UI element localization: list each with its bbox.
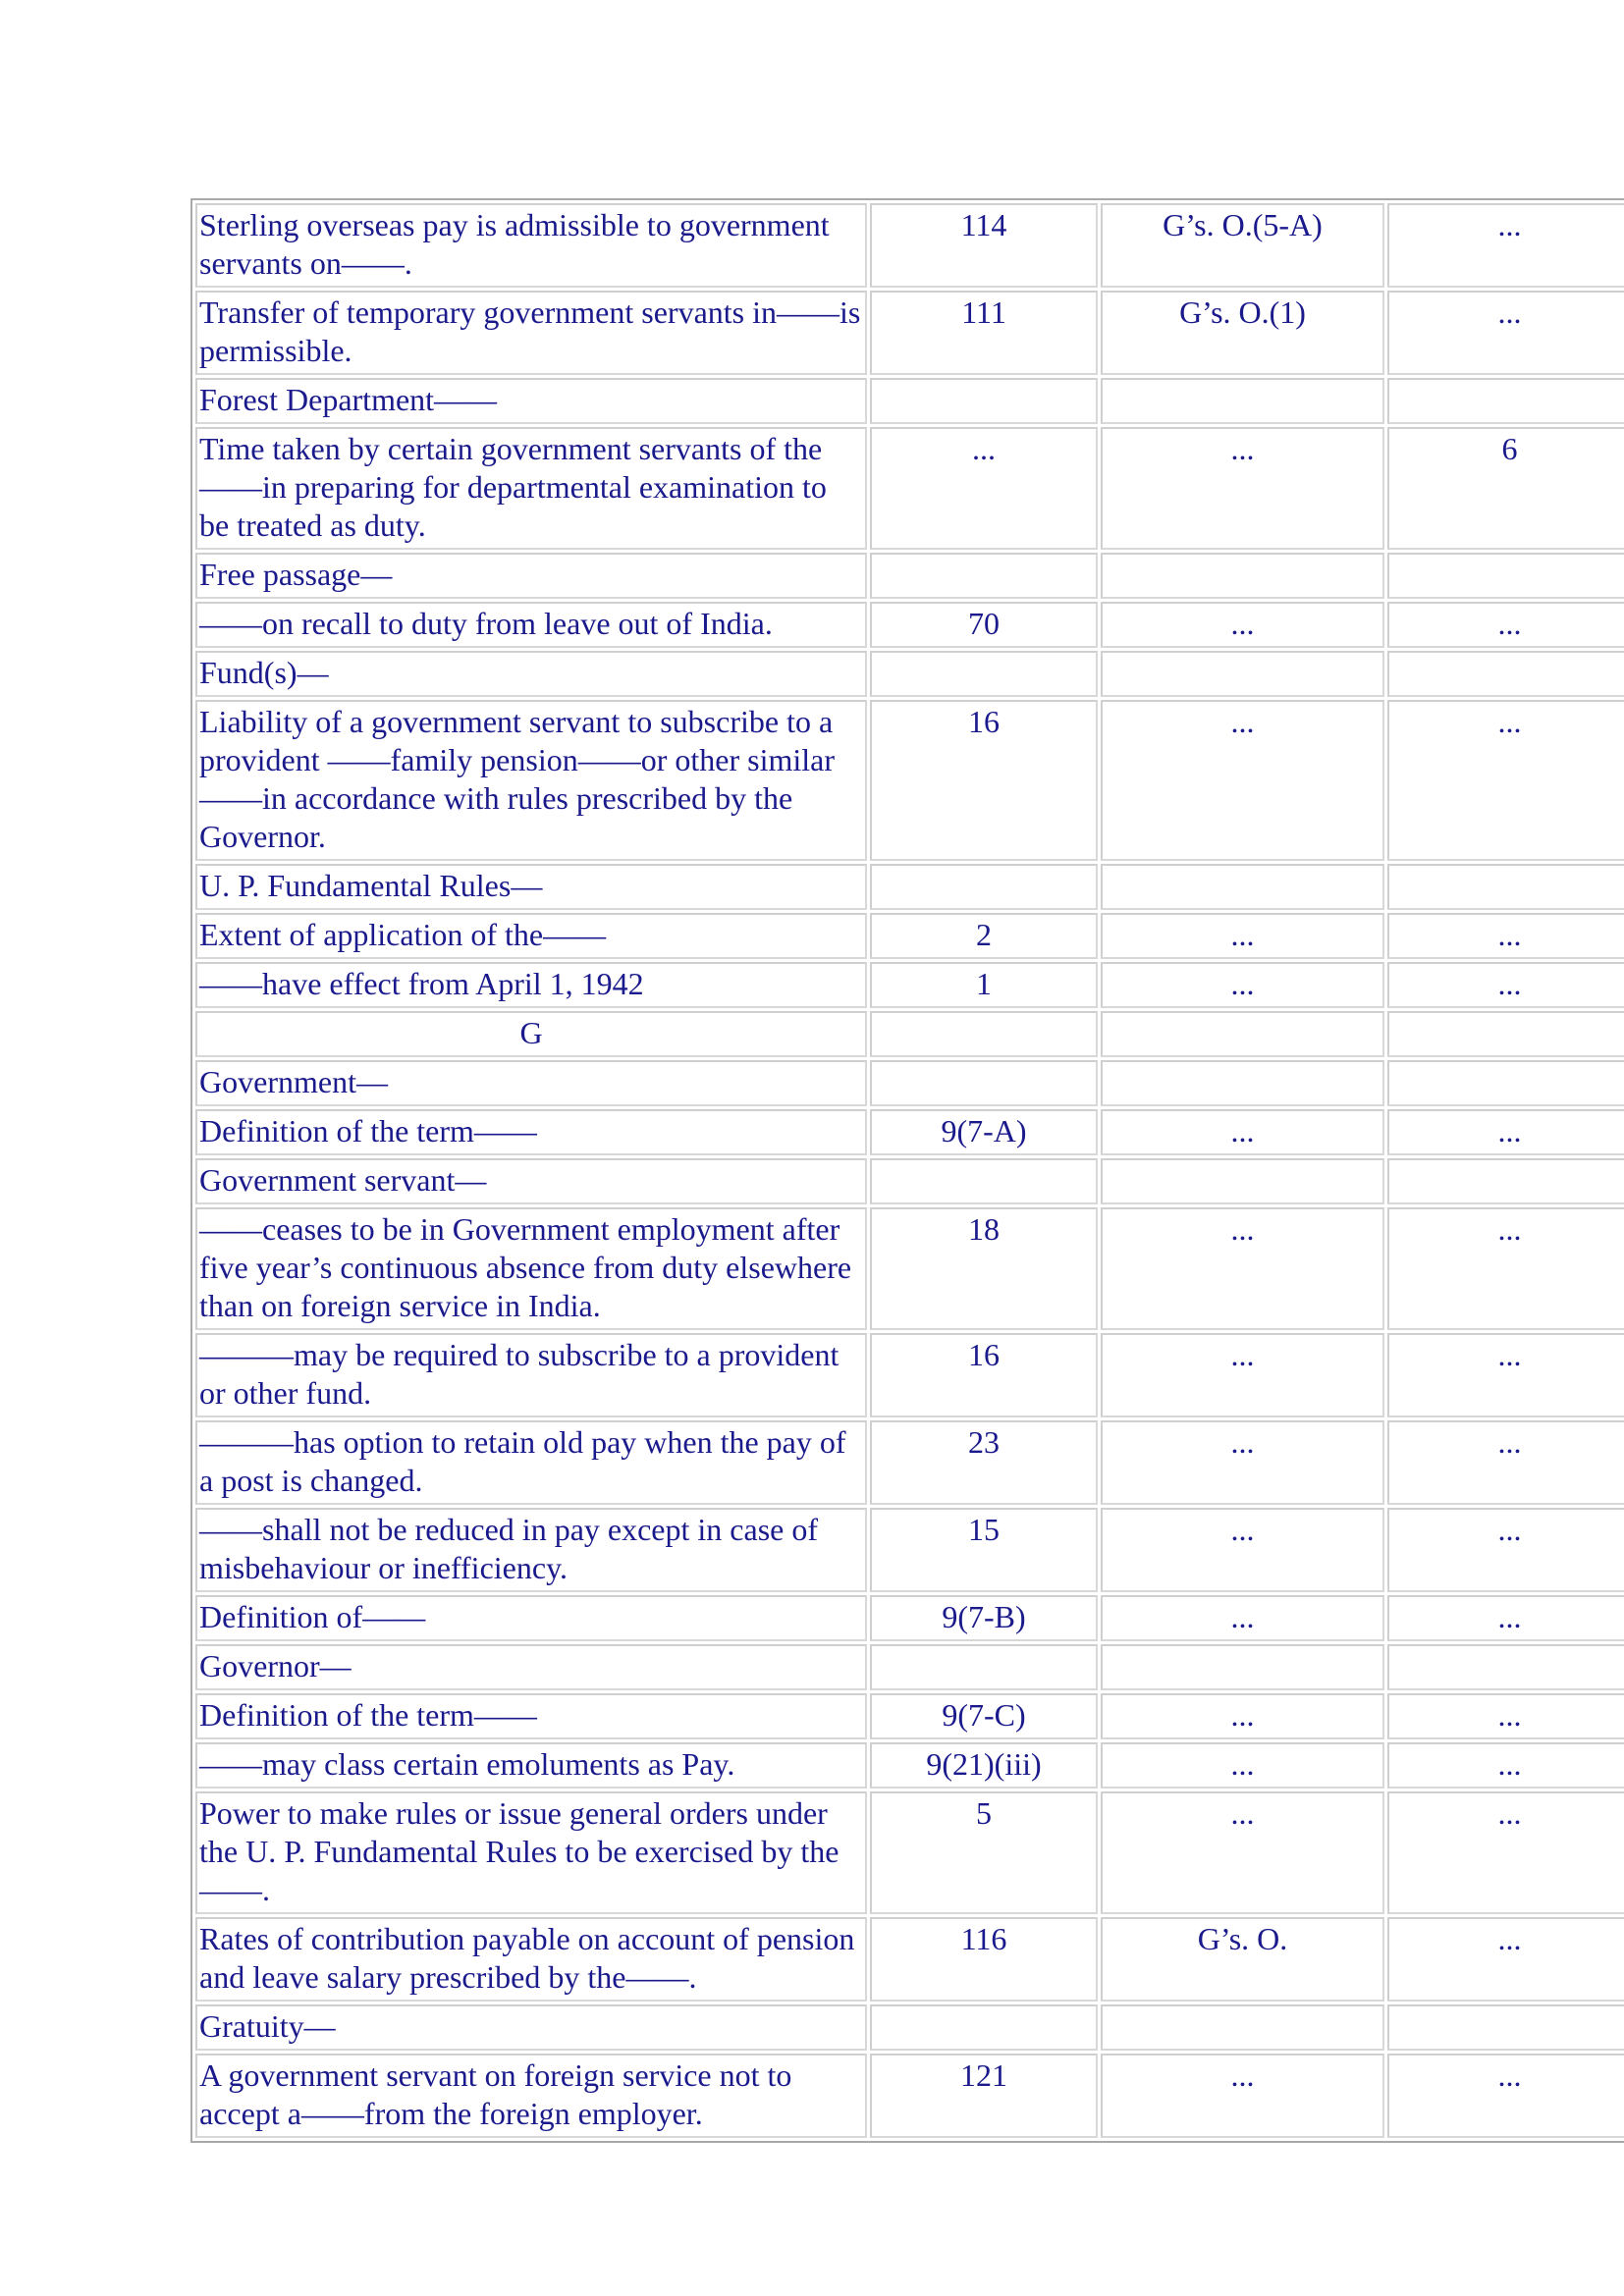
other-reference-cell — [1387, 378, 1624, 424]
order-reference-cell: G’s. O. — [1101, 1917, 1384, 2002]
order-reference-cell: ... — [1101, 427, 1384, 550]
table-row — [195, 2004, 1624, 2051]
section-letter-heading: G — [195, 1011, 867, 1057]
other-reference-cell: ... — [1387, 602, 1624, 648]
index-entry-cell: Definition of the term—— — [195, 1109, 867, 1155]
index-entry-cell: Gratuity— — [195, 2004, 867, 2051]
order-reference-cell: ... — [1101, 913, 1384, 959]
table-row — [195, 553, 1624, 599]
table-row — [195, 1109, 1624, 1155]
index-table — [190, 198, 1624, 2143]
rule-number-cell — [870, 1158, 1098, 1204]
order-reference-cell: G’s. O.(1) — [1101, 291, 1384, 375]
other-reference-cell: ... — [1387, 1109, 1624, 1155]
rule-number-cell — [870, 1644, 1098, 1690]
table-row — [195, 1742, 1624, 1789]
index-entry-cell: ——shall not be reduced in pay except in case of misbehaviour or inefficiency. — [195, 1508, 867, 1592]
rule-number-cell: 5 — [870, 1791, 1098, 1914]
table-row — [195, 1595, 1624, 1641]
order-reference-cell: ... — [1101, 602, 1384, 648]
rule-number-cell: 16 — [870, 700, 1098, 861]
rule-number-cell — [870, 553, 1098, 599]
order-reference-cell: ... — [1101, 1508, 1384, 1592]
section-heading-row — [195, 1011, 1624, 1057]
table-row — [195, 2054, 1624, 2138]
index-entry-cell: A government servant on foreign service not to accept a——from the foreign employer. — [195, 2054, 867, 2138]
other-reference-cell — [1387, 1158, 1624, 1204]
rule-number-cell: 18 — [870, 1207, 1098, 1330]
other-reference-cell: ... — [1387, 1791, 1624, 1914]
rule-number-cell: 9(7-A) — [870, 1109, 1098, 1155]
rule-number-cell — [870, 864, 1098, 910]
other-reference-cell — [1387, 1644, 1624, 1690]
rule-number-cell: 9(7-B) — [870, 1595, 1098, 1641]
other-reference-cell: ... — [1387, 1742, 1624, 1789]
order-reference-cell — [1101, 1011, 1384, 1057]
rule-number-cell: 9(7-C) — [870, 1693, 1098, 1739]
index-entry-cell: ——may class certain emoluments as Pay. — [195, 1742, 867, 1789]
other-reference-cell: ... — [1387, 291, 1624, 375]
table-row — [195, 962, 1624, 1008]
index-entry-cell: U. P. Fundamental Rules— — [195, 864, 867, 910]
table-row — [195, 1791, 1624, 1914]
rule-number-cell — [870, 651, 1098, 697]
table-row — [195, 203, 1624, 288]
table-row — [195, 1060, 1624, 1106]
table-row — [195, 1917, 1624, 2002]
index-entry-cell: ——ceases to be in Government employment after five year’s continuous absence from duty elsewhere than on foreign service in India. — [195, 1207, 867, 1330]
table-row — [195, 1508, 1624, 1592]
table-row — [195, 864, 1624, 910]
table-row — [195, 1420, 1624, 1505]
index-entry-cell: ——on recall to duty from leave out of India. — [195, 602, 867, 648]
index-entry-cell: Free passage— — [195, 553, 867, 599]
rule-number-cell: 111 — [870, 291, 1098, 375]
other-reference-cell: ... — [1387, 1333, 1624, 1417]
index-table-body — [195, 203, 1624, 2138]
table-row — [195, 651, 1624, 697]
other-reference-cell: ... — [1387, 962, 1624, 1008]
order-reference-cell: ... — [1101, 2054, 1384, 2138]
order-reference-cell — [1101, 2004, 1384, 2051]
index-entry-cell: Definition of the term—— — [195, 1693, 867, 1739]
table-row — [195, 913, 1624, 959]
order-reference-cell: ... — [1101, 700, 1384, 861]
table-row — [195, 427, 1624, 550]
order-reference-cell: ... — [1101, 1420, 1384, 1505]
index-entry-cell: Extent of application of the—— — [195, 913, 867, 959]
rule-number-cell: 1 — [870, 962, 1098, 1008]
rule-number-cell — [870, 1011, 1098, 1057]
rule-number-cell: 116 — [870, 1917, 1098, 2002]
index-entry-cell: Sterling overseas pay is admissible to government servants on——. — [195, 203, 867, 288]
rule-number-cell: 9(21)(iii) — [870, 1742, 1098, 1789]
index-entry-cell: Governor— — [195, 1644, 867, 1690]
table-row — [195, 700, 1624, 861]
other-reference-cell: ... — [1387, 1917, 1624, 2002]
other-reference-cell — [1387, 1011, 1624, 1057]
table-row — [195, 1644, 1624, 1690]
order-reference-cell: ... — [1101, 962, 1384, 1008]
order-reference-cell: ... — [1101, 1693, 1384, 1739]
other-reference-cell — [1387, 2004, 1624, 2051]
order-reference-cell — [1101, 864, 1384, 910]
rule-number-cell: 114 — [870, 203, 1098, 288]
index-entry-cell: ———has option to retain old pay when the pay of a post is changed. — [195, 1420, 867, 1505]
order-reference-cell: ... — [1101, 1595, 1384, 1641]
index-entry-cell: Rates of contribution payable on account of pension and leave salary prescribed by the——. — [195, 1917, 867, 2002]
index-entry-cell: Transfer of temporary government servants in——is permissible. — [195, 291, 867, 375]
index-entry-cell: Government— — [195, 1060, 867, 1106]
index-entry-cell: Liability of a government servant to subscribe to a provident ——family pension——or other similar——in accordance with rules prescribed by the Governor. — [195, 700, 867, 861]
order-reference-cell: ... — [1101, 1791, 1384, 1914]
other-reference-cell — [1387, 864, 1624, 910]
rule-number-cell — [870, 2004, 1098, 2051]
table-row — [195, 291, 1624, 375]
order-reference-cell: ... — [1101, 1742, 1384, 1789]
index-entry-cell: ——have effect from April 1, 1942 — [195, 962, 867, 1008]
other-reference-cell: ... — [1387, 2054, 1624, 2138]
order-reference-cell — [1101, 651, 1384, 697]
order-reference-cell — [1101, 378, 1384, 424]
order-reference-cell: ... — [1101, 1109, 1384, 1155]
rule-number-cell — [870, 1060, 1098, 1106]
rule-number-cell: 2 — [870, 913, 1098, 959]
other-reference-cell — [1387, 553, 1624, 599]
order-reference-cell: ... — [1101, 1207, 1384, 1330]
other-reference-cell: 6 — [1387, 427, 1624, 550]
index-entry-cell: Definition of—— — [195, 1595, 867, 1641]
order-reference-cell — [1101, 1644, 1384, 1690]
other-reference-cell: ... — [1387, 1595, 1624, 1641]
rule-number-cell — [870, 378, 1098, 424]
index-entry-cell: Forest Department—— — [195, 378, 867, 424]
rule-number-cell: 16 — [870, 1333, 1098, 1417]
order-reference-cell: ... — [1101, 1333, 1384, 1417]
index-entry-cell: Government servant— — [195, 1158, 867, 1204]
table-row — [195, 1693, 1624, 1739]
table-row — [195, 1158, 1624, 1204]
other-reference-cell: ... — [1387, 1508, 1624, 1592]
table-row — [195, 378, 1624, 424]
other-reference-cell — [1387, 651, 1624, 697]
index-entry-cell: Time taken by certain government servants of the——in preparing for departmental examination to be treated as duty. — [195, 427, 867, 550]
other-reference-cell: ... — [1387, 700, 1624, 861]
table-row — [195, 602, 1624, 648]
table-row — [195, 1333, 1624, 1417]
other-reference-cell: ... — [1387, 1207, 1624, 1330]
rule-number-cell: ... — [870, 427, 1098, 550]
rule-number-cell: 15 — [870, 1508, 1098, 1592]
order-reference-cell — [1101, 553, 1384, 599]
other-reference-cell: ... — [1387, 1693, 1624, 1739]
index-entry-cell: ———may be required to subscribe to a provident or other fund. — [195, 1333, 867, 1417]
index-entry-cell: Power to make rules or issue general orders under the U. P. Fundamental Rules to be exercised by the——. — [195, 1791, 867, 1914]
other-reference-cell: ... — [1387, 1420, 1624, 1505]
order-reference-cell — [1101, 1060, 1384, 1106]
other-reference-cell: ... — [1387, 203, 1624, 288]
other-reference-cell — [1387, 1060, 1624, 1106]
rule-number-cell: 121 — [870, 2054, 1098, 2138]
other-reference-cell: ... — [1387, 913, 1624, 959]
order-reference-cell — [1101, 1158, 1384, 1204]
table-row — [195, 1207, 1624, 1330]
order-reference-cell: G’s. O.(5-A) — [1101, 203, 1384, 288]
index-entry-cell: Fund(s)— — [195, 651, 867, 697]
rule-number-cell: 70 — [870, 602, 1098, 648]
rule-number-cell: 23 — [870, 1420, 1098, 1505]
